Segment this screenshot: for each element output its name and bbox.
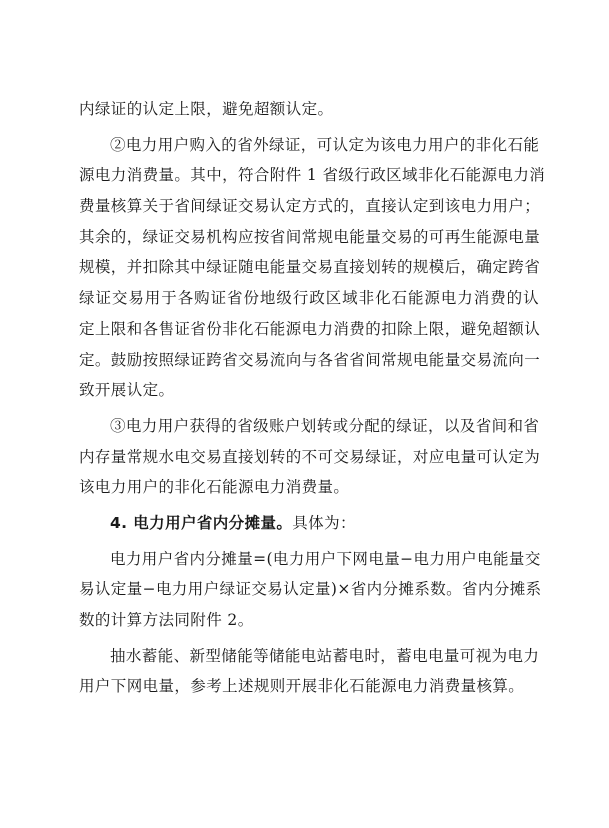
document-body bbox=[79, 94, 546, 702]
paragraph-line: 定上限和各售证省份非化石能源电力消费的扣除上限，避免超额认 bbox=[79, 319, 541, 338]
paragraph-line: 绿证交易用于各购证省份地级行政区域非化石能源电力消费的认 bbox=[79, 289, 539, 308]
paragraph-line: 易认定量−电力用户绿证交易认定量)×省内分摊系数。省内分摊系 bbox=[79, 580, 542, 599]
section-heading bbox=[79, 508, 539, 539]
paragraph-line: 规模，并扣除其中绿证随电能量交易直接划转的规模后，确定跨省 bbox=[79, 258, 541, 277]
paragraph-line: 内绿证的认定上限，避免超额认定。 bbox=[79, 100, 334, 118]
paragraph-line: 其余的，绿证交易机构应按省间常规电能量交易的可再生能源电量 bbox=[79, 227, 541, 246]
paragraph-line: 该电力用户的非化石能源电力消费量。 bbox=[79, 478, 350, 497]
paragraph-line: 定。鼓励按照绿证跨省交易流向与各省省间常规电能量交易流向一 bbox=[79, 350, 541, 369]
paragraph-line: ③电力用户获得的省级账户划转或分配的绿证，以及省间和省 bbox=[110, 416, 540, 435]
paragraph-line: 源电力消费量。其中，符合附件 1 省级行政区域非化石能源电力消 bbox=[79, 166, 546, 185]
paragraph-line: 用户下网电量，参考上述规则开展非化石能源电力消费量核算。 bbox=[79, 677, 525, 696]
paragraph-line: 内存量常规水电交易直接划转的不可交易绿证，对应电量可认定为 bbox=[79, 447, 541, 466]
section-heading-title: 4. 电力用户省内分摊量。 bbox=[110, 513, 293, 532]
section-heading-rest: 具体为： bbox=[292, 513, 356, 532]
paragraph-line: ②电力用户购入的省外绿证，可认定为该电力用户的非化石能 bbox=[110, 135, 540, 154]
paragraph-line: 致开展认定。 bbox=[79, 381, 175, 400]
paragraph-line: 电力用户省内分摊量=(电力用户下网电量−电力用户电能量交 bbox=[110, 549, 541, 568]
paragraph-line: 费量核算关于省间绿证交易认定方式的，直接认定到该电力用户； bbox=[79, 197, 541, 216]
paragraph-line: 抽水蓄能、新型储能等储能电站蓄电时，蓄电电量可视为电力 bbox=[110, 646, 540, 665]
paragraph-line: 数的计算方法同附件 2。 bbox=[79, 611, 254, 629]
